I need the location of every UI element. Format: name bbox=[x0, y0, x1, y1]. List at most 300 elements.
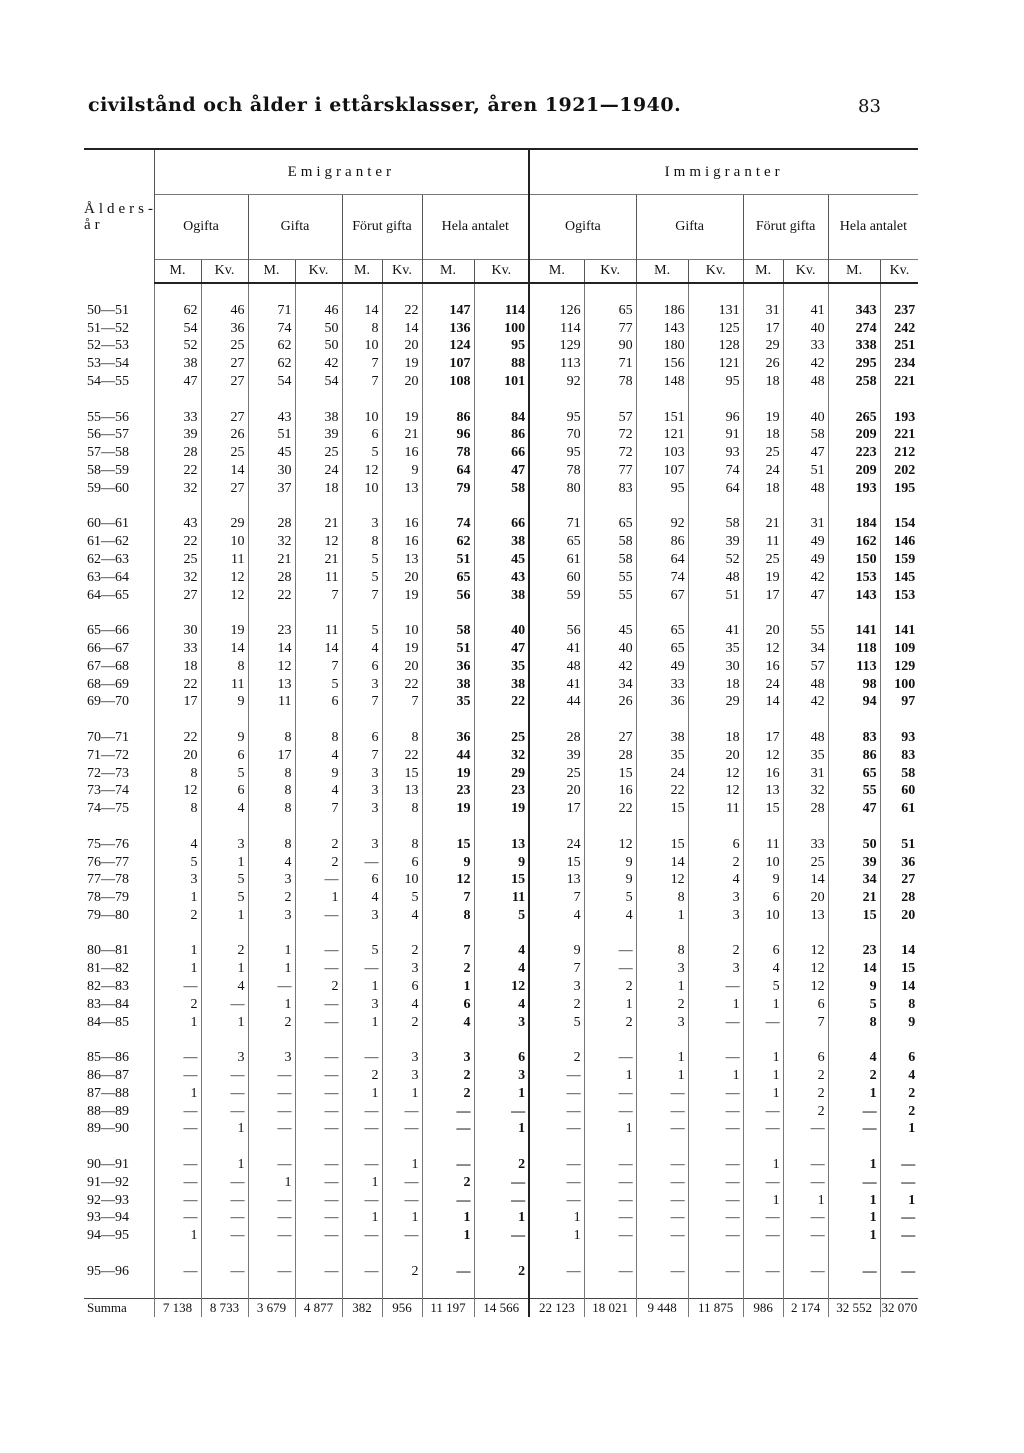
table-cell: 5 bbox=[342, 551, 382, 569]
total-cell: 5 bbox=[474, 907, 529, 925]
table-cell: 7 bbox=[342, 693, 382, 711]
table-cell: 39 bbox=[295, 426, 342, 444]
total-cell: 107 bbox=[422, 355, 474, 373]
age-cell: 80—81 bbox=[87, 943, 129, 959]
table-cell: 58 bbox=[584, 551, 636, 569]
age-cell: 88—89 bbox=[87, 1103, 129, 1119]
table-cell: 50 bbox=[295, 320, 342, 338]
total-cell: — bbox=[828, 1174, 880, 1192]
table-cell: 2 bbox=[295, 978, 342, 996]
group-header-immigranter: Immigranter bbox=[529, 149, 918, 195]
total-cell: 162 bbox=[828, 533, 880, 551]
table-cell: 13 bbox=[248, 676, 295, 694]
table-cell: 5 bbox=[342, 942, 382, 960]
total-cell: — bbox=[474, 1103, 529, 1121]
table-cell: — bbox=[636, 1103, 688, 1121]
table-cell: 1 bbox=[743, 1156, 783, 1174]
table-cell: — bbox=[783, 1120, 828, 1138]
table-cell: 3 bbox=[342, 782, 382, 800]
age-cell: 52—53 bbox=[87, 338, 129, 354]
table-cell: — bbox=[248, 1085, 295, 1103]
table-cell: 18 bbox=[688, 729, 743, 747]
table-cell: 6 bbox=[295, 693, 342, 711]
table-cell: 156 bbox=[636, 355, 688, 373]
table-cell: 2 bbox=[584, 978, 636, 996]
table-cell: 65 bbox=[636, 622, 688, 640]
table-cell: 54 bbox=[248, 373, 295, 391]
table-cell: — bbox=[248, 1263, 295, 1281]
total-cell: 4 bbox=[422, 1014, 474, 1032]
table-cell: 8 bbox=[382, 836, 422, 854]
table-cell: 12 bbox=[248, 658, 295, 676]
page-number: 83 bbox=[858, 96, 881, 117]
total-cell: 45 bbox=[474, 551, 529, 569]
table-cell: 46 bbox=[295, 302, 342, 320]
table-row bbox=[84, 587, 918, 605]
table-row bbox=[84, 355, 918, 373]
table-cell: 151 bbox=[636, 409, 688, 427]
total-cell: 74 bbox=[422, 515, 474, 533]
table-cell: 6 bbox=[783, 996, 828, 1014]
table-cell: 20 bbox=[783, 889, 828, 907]
total-cell: 23 bbox=[828, 942, 880, 960]
table-cell: 33 bbox=[783, 337, 828, 355]
total-cell: 47 bbox=[474, 640, 529, 658]
table-cell: 48 bbox=[783, 676, 828, 694]
table-row bbox=[84, 1120, 918, 1138]
table-cell: 92 bbox=[529, 373, 584, 391]
table-cell: 33 bbox=[154, 409, 201, 427]
table-cell: 27 bbox=[201, 409, 248, 427]
total-cell: 193 bbox=[880, 409, 918, 427]
table-cell: 15 bbox=[636, 800, 688, 818]
table-row bbox=[84, 836, 918, 854]
table-cell: 2 bbox=[201, 942, 248, 960]
total-cell: 100 bbox=[474, 320, 529, 338]
table-cell: 77 bbox=[584, 462, 636, 480]
table-cell: — bbox=[248, 1227, 295, 1245]
table-cell: 49 bbox=[783, 551, 828, 569]
table-cell: 22 bbox=[154, 729, 201, 747]
table-row bbox=[84, 1174, 918, 1192]
table-cell: 7 bbox=[783, 1014, 828, 1032]
age-cell: 65—66 bbox=[87, 623, 129, 639]
total-cell: 2 bbox=[880, 1085, 918, 1103]
table-cell: 4 bbox=[201, 800, 248, 818]
table-cell: 47 bbox=[154, 373, 201, 391]
table-cell: — bbox=[688, 978, 743, 996]
table-cell: 1 bbox=[382, 1085, 422, 1103]
total-cell: 39 bbox=[828, 854, 880, 872]
sex-header: M. bbox=[636, 260, 688, 284]
table-cell: 8 bbox=[248, 765, 295, 783]
table-row bbox=[84, 658, 918, 676]
summa-cell: 3 679 bbox=[248, 1299, 295, 1317]
table-cell: 15 bbox=[529, 854, 584, 872]
table-cell: 12 bbox=[295, 533, 342, 551]
sex-header: Kv. bbox=[201, 260, 248, 284]
table-cell: 38 bbox=[154, 355, 201, 373]
table-cell: 5 bbox=[295, 676, 342, 694]
table-cell: 5 bbox=[743, 978, 783, 996]
table-cell: 20 bbox=[382, 658, 422, 676]
table-cell: 9 bbox=[201, 693, 248, 711]
table-cell: 40 bbox=[584, 640, 636, 658]
table-cell: — bbox=[154, 1156, 201, 1174]
table-cell: 1 bbox=[584, 996, 636, 1014]
table-cell: 95 bbox=[688, 373, 743, 391]
age-cell: 51—52 bbox=[87, 320, 129, 336]
table-cell: — bbox=[636, 1156, 688, 1174]
table-cell: 4 bbox=[295, 747, 342, 765]
age-cell: 54—55 bbox=[87, 373, 129, 389]
total-cell: 94 bbox=[828, 693, 880, 711]
table-row bbox=[84, 569, 918, 587]
table-cell: 1 bbox=[688, 1067, 743, 1085]
table-cell: 7 bbox=[382, 693, 422, 711]
total-cell: 15 bbox=[828, 907, 880, 925]
table-cell: 21 bbox=[295, 551, 342, 569]
total-cell: 7 bbox=[422, 942, 474, 960]
table-cell: 129 bbox=[529, 337, 584, 355]
table-cell: 6 bbox=[743, 889, 783, 907]
total-cell: 234 bbox=[880, 355, 918, 373]
table-cell: 1 bbox=[154, 942, 201, 960]
table-cell: — bbox=[584, 960, 636, 978]
total-cell: 58 bbox=[474, 480, 529, 498]
age-cell: 92—93 bbox=[87, 1192, 129, 1208]
table-cell: — bbox=[688, 1120, 743, 1138]
total-cell: 23 bbox=[474, 782, 529, 800]
table-cell: 2 bbox=[154, 996, 201, 1014]
table-cell: 41 bbox=[688, 622, 743, 640]
table-cell: 31 bbox=[783, 765, 828, 783]
table-cell: 61 bbox=[529, 551, 584, 569]
table-cell: 4 bbox=[201, 978, 248, 996]
table-cell: — bbox=[154, 1049, 201, 1067]
table-cell: 2 bbox=[584, 1014, 636, 1032]
total-cell: 79 bbox=[422, 480, 474, 498]
table-cell: 56 bbox=[529, 622, 584, 640]
table-cell: 19 bbox=[382, 640, 422, 658]
table-row bbox=[84, 854, 918, 872]
table-cell: 47 bbox=[783, 444, 828, 462]
total-cell: 258 bbox=[828, 373, 880, 391]
total-cell: 1 bbox=[474, 1209, 529, 1227]
total-cell: — bbox=[880, 1263, 918, 1281]
age-cell: 81—82 bbox=[87, 961, 129, 977]
total-cell: 96 bbox=[422, 426, 474, 444]
table-cell: — bbox=[743, 1120, 783, 1138]
table-cell: 27 bbox=[201, 355, 248, 373]
table-cell: 10 bbox=[201, 533, 248, 551]
table-cell: 29 bbox=[201, 515, 248, 533]
table-cell: — bbox=[248, 1192, 295, 1210]
total-cell: 12 bbox=[474, 978, 529, 996]
table-cell: 5 bbox=[201, 889, 248, 907]
total-cell: 153 bbox=[828, 569, 880, 587]
table-cell: 3 bbox=[201, 836, 248, 854]
table-cell: 121 bbox=[636, 426, 688, 444]
table-cell: 2 bbox=[783, 1085, 828, 1103]
total-cell: 97 bbox=[880, 693, 918, 711]
age-cell: 58—59 bbox=[87, 462, 129, 478]
total-cell: 47 bbox=[474, 462, 529, 480]
age-cell: 83—84 bbox=[87, 996, 129, 1012]
age-cell: 93—94 bbox=[87, 1210, 129, 1226]
table-cell: 62 bbox=[248, 337, 295, 355]
table-cell: 14 bbox=[636, 854, 688, 872]
total-cell: — bbox=[422, 1192, 474, 1210]
table-cell: 10 bbox=[382, 622, 422, 640]
table-cell: 25 bbox=[154, 551, 201, 569]
total-cell: 1 bbox=[474, 1120, 529, 1138]
table-cell: 7 bbox=[342, 373, 382, 391]
row-spacer bbox=[84, 283, 918, 302]
table-cell: 41 bbox=[529, 676, 584, 694]
table-cell: 6 bbox=[688, 836, 743, 854]
table-row bbox=[84, 942, 918, 960]
table-cell: 95 bbox=[529, 444, 584, 462]
table-cell: 7 bbox=[295, 800, 342, 818]
sex-header: Kv. bbox=[880, 260, 918, 284]
age-cell: 77—78 bbox=[87, 872, 129, 888]
table-row bbox=[84, 765, 918, 783]
total-cell: 83 bbox=[880, 747, 918, 765]
total-cell: 51 bbox=[422, 551, 474, 569]
table-cell: 11 bbox=[688, 800, 743, 818]
table-cell: 4 bbox=[382, 996, 422, 1014]
total-cell: 58 bbox=[880, 765, 918, 783]
total-cell: 7 bbox=[422, 889, 474, 907]
table-cell: — bbox=[295, 1049, 342, 1067]
table-row bbox=[84, 1227, 918, 1245]
table-cell: 32 bbox=[248, 533, 295, 551]
table-cell: 14 bbox=[201, 640, 248, 658]
total-cell: — bbox=[474, 1227, 529, 1245]
total-cell: 209 bbox=[828, 462, 880, 480]
table-cell: 5 bbox=[529, 1014, 584, 1032]
total-cell: 5 bbox=[828, 996, 880, 1014]
table-cell: 2 bbox=[688, 942, 743, 960]
summa-cell: 32 552 bbox=[828, 1299, 880, 1317]
table-cell: 9 bbox=[382, 462, 422, 480]
table-cell: 1 bbox=[636, 907, 688, 925]
total-cell: 13 bbox=[474, 836, 529, 854]
table-cell: 6 bbox=[201, 782, 248, 800]
total-cell: 1 bbox=[474, 1085, 529, 1103]
table-cell: 3 bbox=[248, 1049, 295, 1067]
table-cell: 3 bbox=[636, 1014, 688, 1032]
total-cell: 8 bbox=[422, 907, 474, 925]
table-cell: 20 bbox=[743, 622, 783, 640]
table-cell: 2 bbox=[295, 854, 342, 872]
total-cell: 109 bbox=[880, 640, 918, 658]
total-cell: 118 bbox=[828, 640, 880, 658]
table-cell: 103 bbox=[636, 444, 688, 462]
table-row bbox=[84, 747, 918, 765]
table-cell: 6 bbox=[783, 1049, 828, 1067]
total-cell: 95 bbox=[474, 337, 529, 355]
table-cell: 65 bbox=[636, 640, 688, 658]
table-cell: 41 bbox=[529, 640, 584, 658]
table-cell: — bbox=[295, 1227, 342, 1245]
total-cell: 19 bbox=[422, 800, 474, 818]
table-cell: 1 bbox=[154, 1014, 201, 1032]
group-gap bbox=[84, 498, 918, 516]
table-cell: 3 bbox=[382, 1067, 422, 1085]
table-cell: 44 bbox=[529, 693, 584, 711]
total-cell: — bbox=[880, 1156, 918, 1174]
table-cell: 39 bbox=[529, 747, 584, 765]
table-cell: 19 bbox=[382, 587, 422, 605]
table-cell: — bbox=[201, 1209, 248, 1227]
table-cell: — bbox=[382, 1227, 422, 1245]
table-cell: 65 bbox=[584, 515, 636, 533]
total-cell: 101 bbox=[474, 373, 529, 391]
age-cell: 70—71 bbox=[87, 729, 129, 745]
table-cell: 1 bbox=[201, 960, 248, 978]
table-row bbox=[84, 1263, 918, 1281]
table-cell: 13 bbox=[743, 782, 783, 800]
sex-header: Kv. bbox=[474, 260, 529, 284]
table-cell: 34 bbox=[584, 676, 636, 694]
total-cell: 32 bbox=[474, 747, 529, 765]
table-cell: 1 bbox=[342, 1174, 382, 1192]
total-cell: 9 bbox=[474, 854, 529, 872]
table-cell: 52 bbox=[688, 551, 743, 569]
table-cell: 4 bbox=[295, 782, 342, 800]
table-cell: 48 bbox=[783, 729, 828, 747]
table-cell: 1 bbox=[201, 1120, 248, 1138]
table-cell: 126 bbox=[529, 302, 584, 320]
total-cell: 1 bbox=[828, 1227, 880, 1245]
table-cell: 20 bbox=[688, 747, 743, 765]
table-cell: — bbox=[295, 1174, 342, 1192]
table-row bbox=[84, 409, 918, 427]
summa-label: Summa bbox=[84, 1299, 154, 1317]
total-cell: 4 bbox=[828, 1049, 880, 1067]
age-cell: 90—91 bbox=[87, 1157, 129, 1173]
table-row bbox=[84, 551, 918, 569]
sex-header: Kv. bbox=[688, 260, 743, 284]
table-cell: 1 bbox=[154, 889, 201, 907]
table-cell: 60 bbox=[529, 569, 584, 587]
table-cell: 4 bbox=[382, 907, 422, 925]
table-cell: 45 bbox=[584, 622, 636, 640]
age-cell: 85—86 bbox=[87, 1050, 129, 1066]
table-cell: 2 bbox=[636, 996, 688, 1014]
table-cell: 16 bbox=[382, 444, 422, 462]
table-cell: — bbox=[295, 907, 342, 925]
table-cell: 38 bbox=[636, 729, 688, 747]
table-cell: 72 bbox=[584, 426, 636, 444]
table-cell: — bbox=[342, 854, 382, 872]
table-cell: 26 bbox=[584, 693, 636, 711]
table-cell: 1 bbox=[636, 978, 688, 996]
age-cell: 69—70 bbox=[87, 694, 129, 710]
table-cell: — bbox=[584, 1156, 636, 1174]
total-cell: 1 bbox=[828, 1085, 880, 1103]
total-cell: 64 bbox=[422, 462, 474, 480]
table-cell: 11 bbox=[201, 551, 248, 569]
table-cell: 83 bbox=[584, 480, 636, 498]
row-spacer bbox=[84, 1281, 918, 1299]
table-cell: — bbox=[688, 1192, 743, 1210]
table-cell: 15 bbox=[636, 836, 688, 854]
table-cell: 67 bbox=[636, 587, 688, 605]
table-row bbox=[84, 444, 918, 462]
table-cell: 22 bbox=[382, 747, 422, 765]
table-cell: 2 bbox=[154, 907, 201, 925]
table-cell: — bbox=[584, 942, 636, 960]
table-cell: 50 bbox=[295, 337, 342, 355]
table-cell: — bbox=[743, 1209, 783, 1227]
total-cell: 20 bbox=[880, 907, 918, 925]
total-cell: 145 bbox=[880, 569, 918, 587]
table-cell: 4 bbox=[743, 960, 783, 978]
table-cell: 70 bbox=[529, 426, 584, 444]
table-cell: 1 bbox=[248, 942, 295, 960]
table-cell: 14 bbox=[743, 693, 783, 711]
table-cell: 65 bbox=[584, 302, 636, 320]
total-cell: 242 bbox=[880, 320, 918, 338]
table-cell: 36 bbox=[201, 320, 248, 338]
table-cell: 18 bbox=[295, 480, 342, 498]
total-cell: 295 bbox=[828, 355, 880, 373]
table-cell: 16 bbox=[382, 515, 422, 533]
table-cell: 4 bbox=[529, 907, 584, 925]
table-cell: 22 bbox=[382, 676, 422, 694]
table-cell: 5 bbox=[201, 871, 248, 889]
total-cell: 1 bbox=[880, 1192, 918, 1210]
age-cell: 71—72 bbox=[87, 747, 129, 763]
table-cell: — bbox=[248, 1156, 295, 1174]
table-cell: 48 bbox=[783, 480, 828, 498]
table-cell: 1 bbox=[529, 1209, 584, 1227]
table-cell: — bbox=[636, 1192, 688, 1210]
table-row bbox=[84, 889, 918, 907]
total-cell: 3 bbox=[422, 1049, 474, 1067]
table-cell: 25 bbox=[783, 854, 828, 872]
table-cell: — bbox=[688, 1085, 743, 1103]
table-cell: 12 bbox=[688, 765, 743, 783]
table-cell: 27 bbox=[201, 373, 248, 391]
total-cell: 50 bbox=[828, 836, 880, 854]
table-cell: 4 bbox=[584, 907, 636, 925]
table-cell: 21 bbox=[743, 515, 783, 533]
sex-header: Kv. bbox=[584, 260, 636, 284]
group-gap bbox=[84, 391, 918, 409]
table-cell: 26 bbox=[201, 426, 248, 444]
sex-header: Kv. bbox=[783, 260, 828, 284]
table-row bbox=[84, 800, 918, 818]
table-cell: — bbox=[201, 1192, 248, 1210]
table-cell: 72 bbox=[584, 444, 636, 462]
table-cell: 28 bbox=[154, 444, 201, 462]
table-cell: 39 bbox=[154, 426, 201, 444]
table-cell: 14 bbox=[382, 320, 422, 338]
total-cell: 36 bbox=[880, 854, 918, 872]
table-cell: 4 bbox=[342, 640, 382, 658]
total-cell: 193 bbox=[828, 480, 880, 498]
age-cell: 57—58 bbox=[87, 445, 129, 461]
table-cell: 19 bbox=[201, 622, 248, 640]
table-cell: 28 bbox=[584, 747, 636, 765]
age-cell: 66—67 bbox=[87, 640, 129, 656]
table-cell: 41 bbox=[783, 302, 828, 320]
table-cell: 25 bbox=[743, 551, 783, 569]
